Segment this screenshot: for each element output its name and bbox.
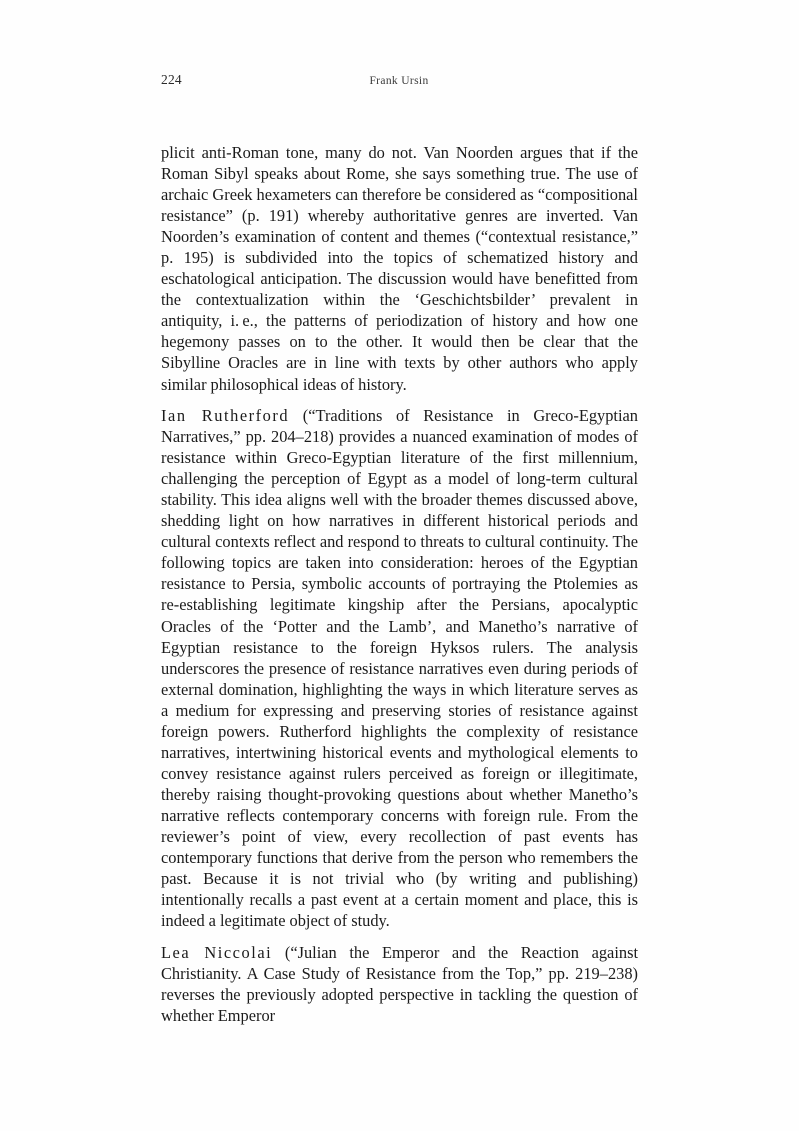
page-number: 224 xyxy=(161,72,182,87)
paragraph-text-2: (“Julian the Emperor and the Reaction against Christianity. A Case Study of Resistance from the Top,” pp. 219–238) reverses the previously adopted perspective in tackling the question of whether Emperor xyxy=(161,942,639,1025)
running-head-author: Frank Ursin xyxy=(369,75,429,87)
paragraph-van-noorden xyxy=(161,142,638,395)
body-text-column xyxy=(161,142,638,1026)
contributor-name-2: Lea Niccolai xyxy=(161,942,273,962)
page-header xyxy=(161,70,637,90)
paragraph-niccolai xyxy=(161,942,638,1026)
contributor-name-1: Ian Rutherford xyxy=(161,406,290,426)
paragraph-rutherford xyxy=(161,405,638,931)
paragraph-text-1: (“Traditions of Resistance in Greco-Egyptian Narratives,” pp. 204–218) provides a nuanced examination of modes of resistance within Greco-Egyptian literature of the first millennium, challenging the perception of Egypt as a model of long-term cultural stability. This idea aligns well with the broader themes discussed above, shedding light on how narratives in different historical periods and cultural contexts reflect and respond to threats to cultural continuity. The following topics are taken into consideration: heroes of the Egyptian resistance to Persia, symbolic accounts of portraying the Ptolemies as re-establishing legitimate kingship after the Persians, apocalyptic Oracles of the ‘Potter and the Lamb’, and Manetho’s narrative of Egyptian resistance to the foreign Hyksos rulers. The analysis underscores the presence of resistance narratives even during periods of external domination, highlighting the ways in which literature serves as a medium for expressing and preserving stories of resistance against foreign powers. Rutherford highlights the complexity of resistance narratives, intertwining historical events and mythological elements to convey resistance against rulers perceived as foreign or illegitimate, thereby raising thought-provoking questions about whether Manetho’s narrative reflects contemporary concerns with foreign rule. From the reviewer’s point of view, every recollection of past events has contemporary functions that derive from the person who remembers the past. Because it is not trivial who (by writing and publishing) intentionally recalls a past event at a certain moment and place, this is indeed a legitimate object of study. xyxy=(161,406,638,931)
paragraph-text-0: plicit anti-Roman tone, many do not. Van Noorden argues that if the Roman Sibyl speaks about Rome, she says something true. The use of archaic Greek hexameters can therefore be considered as “compositional resistance” (p. 191) whereby authoritative genres are inverted. Van Noorden’s examination of content and themes (“contextual resistance,” p. 195) is subdivided into the topics of schematized history and eschatological anticipation. The discussion would have benefitted from the contextualization within the ‘Geschichtsbilder’ prevalent in antiquity, i. e., the patterns of periodization of history and how one hegemony passes on to the other. It would then be clear that the Sibylline Oracles are in line with texts by other authors who apply similar philosophical ideas of history. xyxy=(161,143,638,394)
